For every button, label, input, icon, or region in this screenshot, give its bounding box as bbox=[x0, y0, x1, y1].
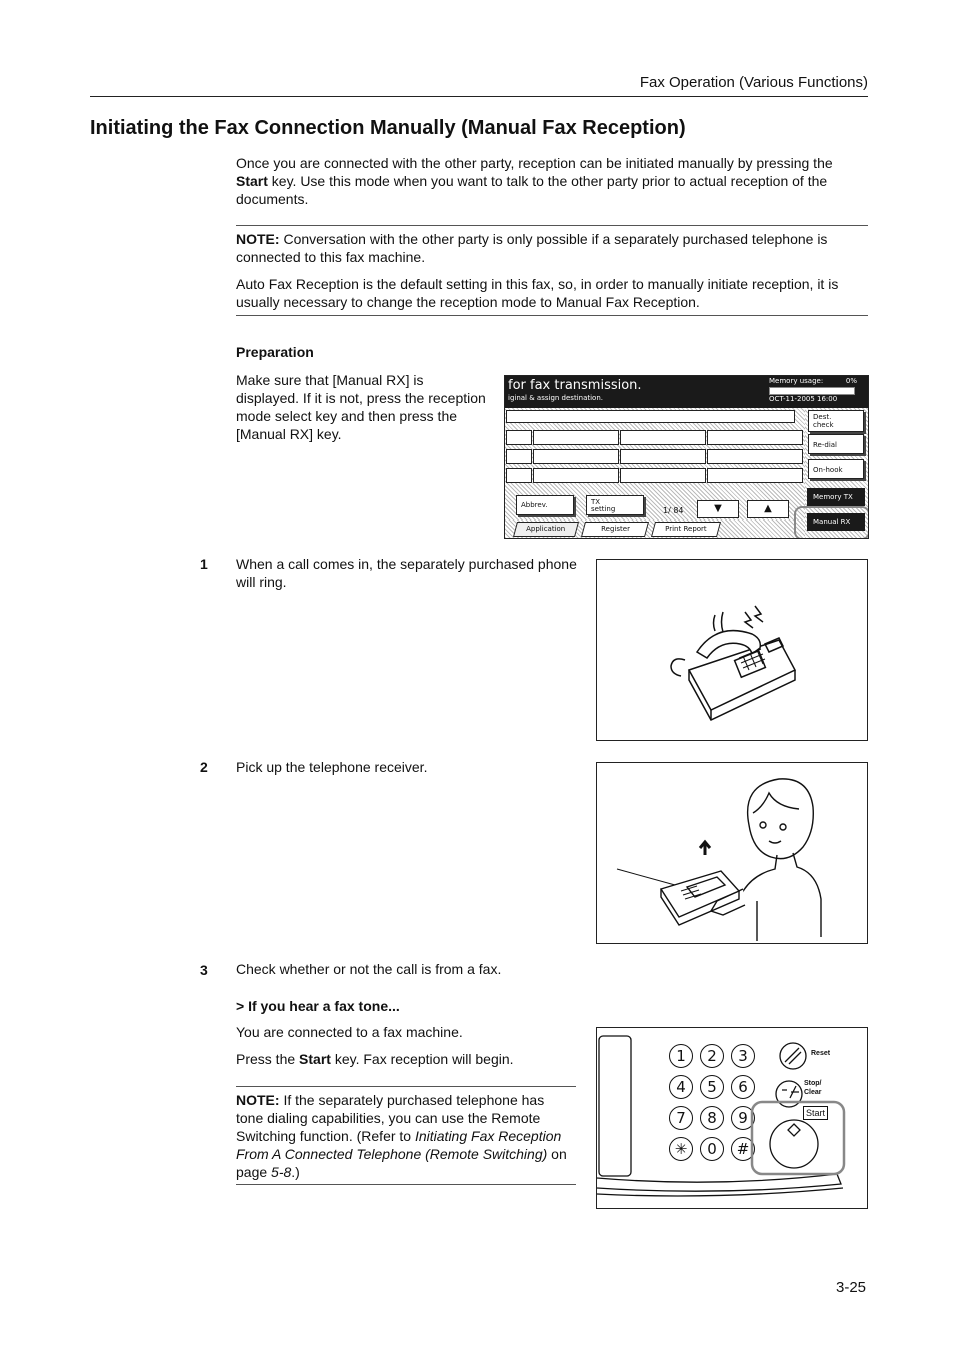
note-text: Switching function. (Refer to bbox=[236, 1128, 415, 1144]
text: key. Fax reception will begin. bbox=[330, 1051, 514, 1067]
note-text: Conversation with the other party is only possible if a separately purchased telephone is bbox=[279, 231, 828, 247]
datetime: OCT-11-2005 16:00 bbox=[769, 395, 838, 403]
page-title: Initiating the Fax Connection Manually (Manual Fax Reception) bbox=[90, 117, 686, 139]
address-cell[interactable] bbox=[533, 430, 619, 445]
memory-value: 0% bbox=[845, 377, 857, 385]
touch-panel-screenshot bbox=[504, 375, 869, 539]
divider bbox=[236, 1086, 576, 1087]
step-text bbox=[236, 960, 586, 978]
on-hook-button[interactable] bbox=[808, 459, 864, 479]
divider bbox=[236, 1184, 576, 1185]
address-cell[interactable] bbox=[533, 449, 619, 464]
keypad-key-0[interactable]: 0 bbox=[700, 1137, 724, 1161]
note-block bbox=[236, 230, 868, 311]
fax-tone-text: You are connected to a fax machine. bbox=[236, 1024, 463, 1040]
cross-reference: From A Connected Telephone (Remote Switching) bbox=[236, 1146, 548, 1162]
note-label: NOTE: bbox=[236, 1092, 280, 1108]
note-block bbox=[236, 1091, 576, 1181]
keypad-key-4[interactable]: 4 bbox=[669, 1075, 693, 1099]
address-cell[interactable] bbox=[506, 430, 532, 445]
highlight-ring bbox=[794, 506, 869, 539]
tab-label: Print Report bbox=[665, 525, 707, 533]
note-line bbox=[236, 1163, 576, 1181]
address-cell[interactable] bbox=[707, 430, 803, 445]
stop-clear-key-label: Stop/ bbox=[804, 1080, 822, 1087]
prep-line: [Manual RX] key. bbox=[236, 426, 342, 442]
intro-text: key. Use this mode when you want to talk to the other party prior to actual reception of the bbox=[267, 173, 828, 189]
arrow-down-icon: ▼ bbox=[714, 503, 722, 514]
note-text: If the separately purchased telephone has bbox=[279, 1092, 545, 1108]
ringing-phone-illustration bbox=[596, 559, 868, 741]
note-line: tone dialing capabilities, you can use the Remote bbox=[236, 1110, 541, 1126]
start-key-label: Start bbox=[803, 1106, 828, 1120]
start-keyword: Start bbox=[299, 1051, 331, 1067]
step-number: 2 bbox=[200, 759, 208, 775]
note-line bbox=[236, 1091, 576, 1109]
prep-line: mode select key and then press the bbox=[236, 408, 458, 424]
button-label: Dest. bbox=[813, 413, 832, 421]
button-label: Memory TX bbox=[813, 493, 853, 501]
memory-usage bbox=[769, 377, 865, 385]
page-number: 3-25 bbox=[836, 1279, 867, 1296]
dest-check-button[interactable] bbox=[808, 410, 864, 432]
tab-print-report[interactable] bbox=[651, 522, 721, 537]
keypad-key-8[interactable]: 8 bbox=[700, 1106, 724, 1130]
note-label: NOTE: bbox=[236, 231, 280, 247]
memory-bar bbox=[769, 387, 855, 395]
scroll-up-button[interactable] bbox=[747, 500, 789, 518]
step-line: will ring. bbox=[236, 574, 287, 590]
button-label: Abbrev. bbox=[521, 501, 548, 509]
memory-label: Memory usage: bbox=[769, 377, 824, 385]
fax-tone-heading-text: > If you hear a fax tone... bbox=[236, 998, 400, 1014]
start-keyword: Start bbox=[236, 173, 268, 189]
address-cell[interactable] bbox=[533, 468, 619, 483]
keypad-key-star[interactable]: ✳ bbox=[669, 1137, 693, 1161]
address-cell[interactable] bbox=[506, 468, 532, 483]
tab-application[interactable] bbox=[513, 522, 579, 537]
button-label: Re-dial bbox=[813, 441, 838, 449]
running-header bbox=[90, 72, 868, 97]
note-line bbox=[236, 230, 868, 248]
keypad-key-6[interactable]: 6 bbox=[731, 1075, 755, 1099]
button-label: On-hook bbox=[813, 466, 843, 474]
address-cell[interactable] bbox=[506, 449, 532, 464]
intro-line bbox=[236, 172, 868, 190]
address-cell[interactable] bbox=[620, 468, 706, 483]
tx-setting-button[interactable] bbox=[586, 495, 644, 515]
keypad-key-hash[interactable]: # bbox=[731, 1137, 755, 1161]
divider bbox=[236, 225, 868, 226]
address-cell[interactable] bbox=[707, 468, 803, 483]
status-submessage: iginal & assign destination. bbox=[508, 394, 603, 402]
status-bar bbox=[505, 376, 868, 408]
tab-label: Application bbox=[526, 525, 566, 533]
tab-register[interactable] bbox=[581, 522, 649, 537]
stop-clear-key-label: Clear bbox=[804, 1089, 822, 1096]
address-cell[interactable] bbox=[620, 430, 706, 445]
note-line: Auto Fax Reception is the default setting in this fax, so, in order to manually initiate reception, it is bbox=[236, 276, 839, 292]
address-cell[interactable] bbox=[620, 449, 706, 464]
fax-tone-heading bbox=[236, 997, 400, 1015]
keypad-key-5[interactable]: 5 bbox=[700, 1075, 724, 1099]
note-line bbox=[236, 1127, 576, 1145]
button-label: setting bbox=[591, 505, 616, 513]
keypad-key-1[interactable]: 1 bbox=[669, 1044, 693, 1068]
step-line: Pick up the telephone receiver. bbox=[236, 759, 428, 775]
page-counter: 1/ 84 bbox=[663, 506, 684, 515]
step-text bbox=[236, 555, 586, 591]
person-lifting-receiver-icon bbox=[597, 763, 867, 943]
redial-button[interactable] bbox=[808, 434, 864, 454]
prep-line: displayed. If it is not, press the reception bbox=[236, 390, 486, 406]
divider bbox=[236, 315, 868, 316]
step-number: 3 bbox=[200, 962, 208, 978]
memory-tx-button[interactable] bbox=[807, 488, 865, 506]
keypad-key-3[interactable]: 3 bbox=[731, 1044, 755, 1068]
tab-label: Register bbox=[600, 525, 630, 533]
keypad-key-9[interactable]: 9 bbox=[731, 1106, 755, 1130]
button-label: TX bbox=[591, 498, 601, 506]
destination-field[interactable] bbox=[506, 410, 795, 423]
button-label: check bbox=[813, 421, 834, 429]
keypad-key-7[interactable]: 7 bbox=[669, 1106, 693, 1130]
step-text bbox=[236, 758, 586, 776]
prep-line: Make sure that [Manual RX] is bbox=[236, 372, 424, 388]
step-line: When a call comes in, the separately purchased phone bbox=[236, 556, 577, 572]
abbrev-button[interactable] bbox=[516, 495, 574, 515]
note-line: usually necessary to change the reception mode to Manual Fax Reception. bbox=[236, 294, 700, 310]
intro-line: Once you are connected with the other party, reception can be initiated manually by pressing the bbox=[236, 155, 833, 171]
preparation-text bbox=[236, 371, 498, 443]
operation-panel-illustration bbox=[596, 1027, 868, 1209]
arrow-up-icon: ▲ bbox=[764, 503, 772, 514]
note-line: connected to this fax machine. bbox=[236, 249, 426, 265]
preparation-heading-text: Preparation bbox=[236, 344, 314, 360]
section-title: Fax Operation (Various Functions) bbox=[639, 74, 868, 91]
intro-paragraph bbox=[236, 154, 868, 208]
telephone-icon bbox=[597, 560, 867, 740]
note-text: page bbox=[236, 1164, 272, 1180]
button-label: Manual RX bbox=[813, 518, 851, 526]
page-reference: 5-8 bbox=[271, 1164, 292, 1180]
note-line bbox=[236, 1145, 576, 1163]
intro-line: documents. bbox=[236, 191, 309, 207]
keypad-key-2[interactable]: 2 bbox=[700, 1044, 724, 1068]
cross-reference: Initiating Fax Reception bbox=[414, 1128, 562, 1144]
preparation-heading bbox=[236, 343, 314, 361]
status-message: for fax transmission. bbox=[508, 378, 642, 393]
step-line: Check whether or not the call is from a fax. bbox=[236, 961, 502, 977]
step-number: 1 bbox=[200, 556, 208, 572]
address-cell[interactable] bbox=[707, 449, 803, 464]
text: Press the bbox=[236, 1051, 300, 1067]
fax-tone-text bbox=[236, 1050, 514, 1068]
reset-key-label: Reset bbox=[811, 1050, 831, 1057]
note-text: .) bbox=[291, 1164, 300, 1180]
pickup-receiver-illustration bbox=[596, 762, 868, 944]
scroll-down-button[interactable] bbox=[697, 500, 739, 518]
note-text: on bbox=[547, 1146, 567, 1162]
